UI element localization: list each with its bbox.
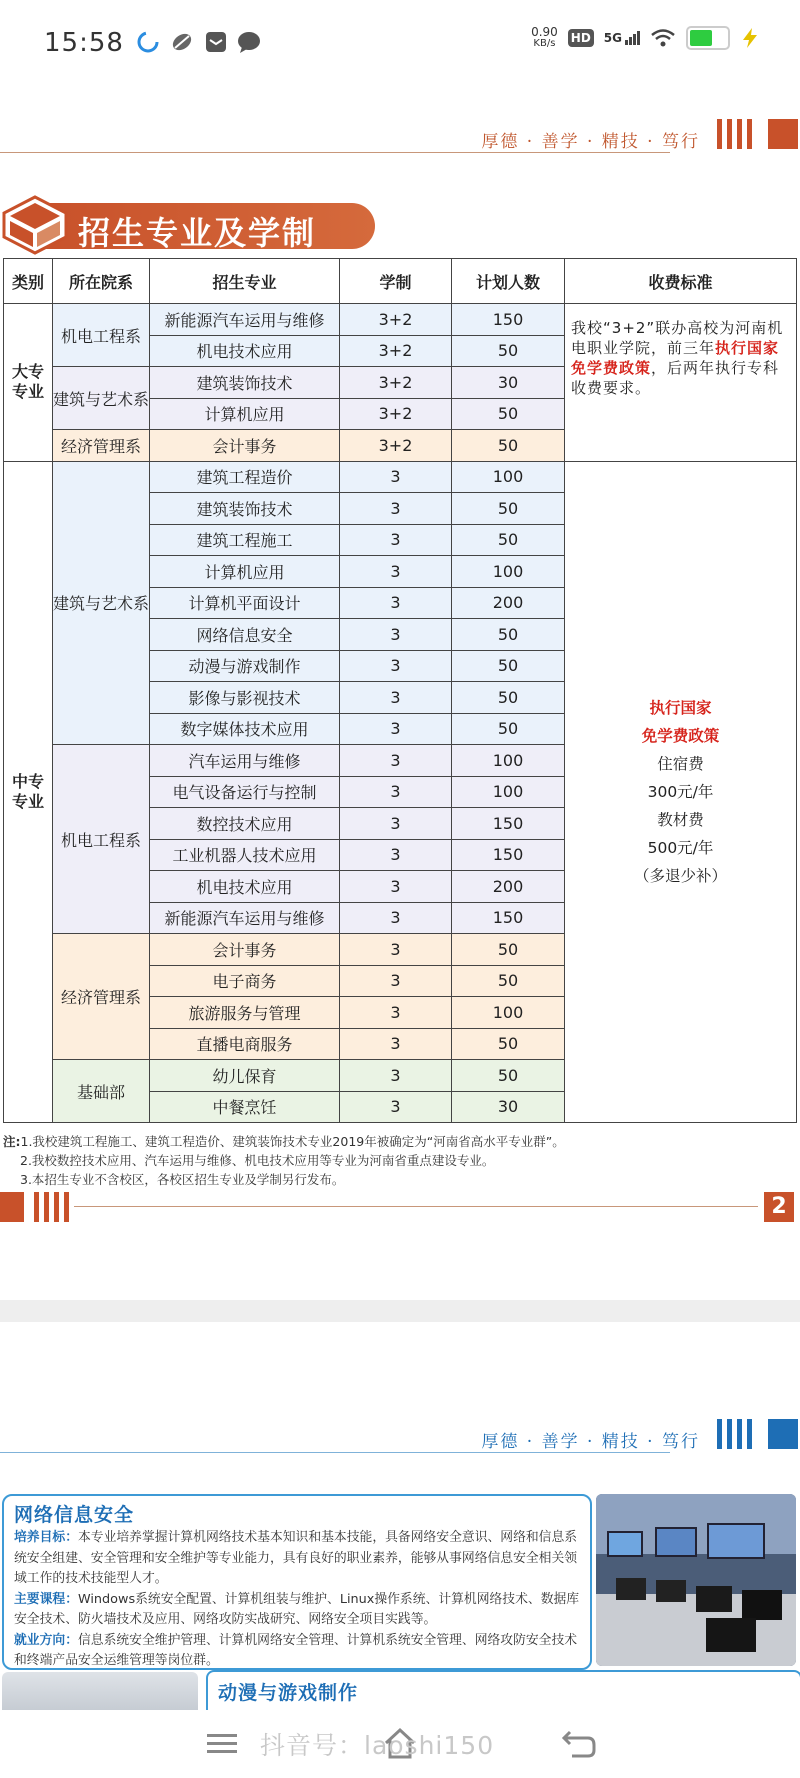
- duration-cell: 3+2: [340, 367, 452, 399]
- plan-count-cell: 50: [452, 965, 565, 997]
- major-cell: 建筑装饰技术: [150, 367, 340, 399]
- category-cell: 大专 专业: [4, 304, 53, 462]
- major-cell: 电子商务: [150, 965, 340, 997]
- duration-cell: 3: [340, 713, 452, 745]
- watermark: 抖音号：laoshi150: [260, 1731, 495, 1760]
- page-number: 2: [764, 1192, 794, 1222]
- plan-count-cell: 50: [452, 619, 565, 651]
- charging-icon: [740, 27, 760, 49]
- plan-count-cell: 150: [452, 808, 565, 840]
- fee-line: 300元/年: [647, 782, 714, 801]
- duration-cell: 3+2: [340, 430, 452, 462]
- table-notes: [3, 1132, 565, 1189]
- header-plan-count: 计划人数: [452, 259, 565, 304]
- plan-count-cell: 150: [452, 304, 565, 336]
- jobs-text: 信息系统安全维护管理、计算机网络安全管理、计算机系统安全管理、网络攻防安全技术和终端产品安全运维管理等岗位群。: [14, 1632, 578, 1668]
- school-motto-2: 厚德 · 善学 · 精技 · 笃行: [481, 1432, 700, 1452]
- header-block: [768, 119, 798, 149]
- major-cell: 汽车运用与维修: [150, 745, 340, 777]
- major-cell: 数字媒体技术应用: [150, 713, 340, 745]
- major-card-network-security: [2, 1494, 592, 1670]
- back-icon[interactable]: [562, 1728, 596, 1758]
- notes-label: 注:: [3, 1134, 21, 1149]
- enrollment-table: [3, 258, 797, 1123]
- major-cell: 影像与影视技术: [150, 682, 340, 714]
- duration-cell: 3: [340, 902, 452, 934]
- major-cell: 数控技术应用: [150, 808, 340, 840]
- fee-cell: [565, 461, 797, 1123]
- header-duration: 学制: [340, 259, 452, 304]
- cube-logo-icon: [0, 195, 70, 255]
- major-cell: 新能源汽车运用与维修: [150, 902, 340, 934]
- major-cell: 动漫与游戏制作: [150, 650, 340, 682]
- header-major: 招生专业: [150, 259, 340, 304]
- plan-count-cell: 100: [452, 461, 565, 493]
- duration-cell: 3: [340, 776, 452, 808]
- major-cell: 计算机应用: [150, 398, 340, 430]
- computer-lab-photo: [596, 1494, 796, 1666]
- page-gap: [0, 1300, 800, 1322]
- school-motto: 厚德 · 善学 · 精技 · 笃行: [481, 132, 700, 152]
- card-body: [14, 1528, 580, 1672]
- plan-count-cell: 50: [452, 430, 565, 462]
- fee-red-text: 执行国家免学费政策: [571, 339, 780, 377]
- status-right: [531, 26, 760, 50]
- duration-cell: 3: [340, 934, 452, 966]
- plan-count-cell: 50: [452, 934, 565, 966]
- status-time: 15:58: [44, 28, 124, 58]
- duration-cell: 3: [340, 839, 452, 871]
- plan-count-cell: 50: [452, 524, 565, 556]
- section-banner: [0, 195, 375, 255]
- major-cell: 工业机器人技术应用: [150, 839, 340, 871]
- major-cell: 网络信息安全: [150, 619, 340, 651]
- major-cell: 电气设备运行与控制: [150, 776, 340, 808]
- department-cell: 基础部: [53, 1060, 150, 1123]
- header-block-blue: [768, 1419, 798, 1449]
- brochure-page-1: [0, 110, 800, 1260]
- net-speed-value: 0.90: [531, 25, 558, 39]
- department-cell: 经济管理系: [53, 934, 150, 1060]
- plan-count-cell: 150: [452, 902, 565, 934]
- header-divider: [0, 152, 670, 153]
- plan-count-cell: 100: [452, 745, 565, 777]
- plan-count-cell: 50: [452, 1060, 565, 1092]
- header-category: 类别: [4, 259, 53, 304]
- note-item: 1.我校建筑工程施工、建筑工程造价、建筑装饰技术专业2019年被确定为“河南省高水平专业群”。: [20, 1134, 565, 1149]
- major-cell: 直播电商服务: [150, 1028, 340, 1060]
- note-item: 3.本招生专业不含校区，各校区招生专业及学制另行发布。: [20, 1172, 345, 1187]
- duration-cell: 3: [340, 745, 452, 777]
- major-cell: 机电技术应用: [150, 335, 340, 367]
- courses-label: 主要课程：: [14, 1591, 78, 1607]
- fee-red-text: 免学费政策: [641, 726, 720, 745]
- fee-red-text: 执行国家: [649, 698, 712, 717]
- plan-count-cell: 50: [452, 1028, 565, 1060]
- net-speed: [531, 26, 558, 50]
- card-title: 网络信息安全: [14, 1504, 135, 1526]
- department-cell: 机电工程系: [53, 304, 150, 367]
- duration-cell: 3: [340, 682, 452, 714]
- duration-cell: 3: [340, 1028, 452, 1060]
- major-cell: 计算机应用: [150, 556, 340, 588]
- major-cell: 建筑工程施工: [150, 524, 340, 556]
- note-item: 2.我校数控技术应用、汽车运用与维修、机电技术应用等专业为河南省重点建设专业。: [20, 1153, 495, 1168]
- duration-cell: 3: [340, 650, 452, 682]
- chat-bubble-icon: [236, 30, 260, 54]
- department-cell: 经济管理系: [53, 430, 150, 462]
- major-card-animation: [206, 1670, 800, 1712]
- battery-icon: [686, 26, 730, 50]
- plan-count-cell: 30: [452, 1091, 565, 1123]
- duration-cell: 3: [340, 493, 452, 525]
- fee-line: 住宿费: [657, 754, 704, 773]
- brochure-page-2: [0, 1410, 800, 1710]
- duration-cell: 3+2: [340, 335, 452, 367]
- duration-cell: 3: [340, 808, 452, 840]
- plan-count-cell: 200: [452, 587, 565, 619]
- plan-count-cell: 50: [452, 398, 565, 430]
- duration-cell: 3: [340, 587, 452, 619]
- navigation-bar: [0, 1710, 800, 1778]
- plan-count-cell: 100: [452, 776, 565, 808]
- major-cell: 机电技术应用: [150, 871, 340, 903]
- department-cell: 建筑与艺术系: [53, 461, 150, 745]
- duration-cell: 3: [340, 997, 452, 1029]
- plan-count-cell: 100: [452, 556, 565, 588]
- plan-count-cell: 50: [452, 682, 565, 714]
- duration-cell: 3: [340, 556, 452, 588]
- plan-count-cell: 200: [452, 871, 565, 903]
- header-department: 所在院系: [53, 259, 150, 304]
- fee-line: 教材费: [657, 810, 704, 829]
- duration-cell: 3: [340, 871, 452, 903]
- plan-count-cell: 30: [452, 367, 565, 399]
- major-cell: 建筑装饰技术: [150, 493, 340, 525]
- duration-cell: 3: [340, 461, 452, 493]
- header-stripes-blue: [717, 1419, 752, 1449]
- section-title: 招生专业及学制: [78, 214, 317, 252]
- major-cell: 新能源汽车运用与维修: [150, 304, 340, 336]
- net-speed-unit: KB/s: [533, 38, 556, 49]
- status-bar: [0, 0, 800, 90]
- duration-cell: 3: [340, 619, 452, 651]
- table-row: [4, 461, 797, 493]
- goal-label: 培养目标：: [14, 1530, 78, 1545]
- fee-text: 我校“3+2”联办高校为河南机电职业学院，前三年: [571, 319, 784, 357]
- major-cell: 旅游服务与管理: [150, 997, 340, 1029]
- category-cell: 中专 专业: [4, 461, 53, 1123]
- department-cell: 机电工程系: [53, 745, 150, 934]
- fee-cell: [565, 304, 797, 462]
- plan-count-cell: 50: [452, 650, 565, 682]
- card2-title: 动漫与游戏制作: [218, 1682, 359, 1704]
- header-divider-blue: [0, 1452, 670, 1453]
- plan-count-cell: 100: [452, 997, 565, 1029]
- page-footer: [0, 1192, 800, 1222]
- plan-count-cell: 50: [452, 493, 565, 525]
- duration-cell: 3: [340, 1091, 452, 1123]
- courses-text: Windows系统安全配置、计算机组装与维护、Linux操作系统、计算机网络技术、数据库安全技术、防火墙技术及应用、网络攻防实战研究、网络安全项目实践等。: [14, 1591, 580, 1627]
- wifi-icon: [650, 28, 676, 48]
- table-header-row: [4, 259, 797, 304]
- signal-icon: [604, 31, 640, 45]
- duration-cell: 3: [340, 524, 452, 556]
- duration-cell: 3: [340, 965, 452, 997]
- plan-count-cell: 50: [452, 713, 565, 745]
- plan-count-cell: 50: [452, 335, 565, 367]
- major-cell: 计算机平面设计: [150, 587, 340, 619]
- duration-cell: 3+2: [340, 304, 452, 336]
- fee-line: （多退少补）: [633, 866, 727, 885]
- major-cell: 建筑工程造价: [150, 461, 340, 493]
- major-cell: 会计事务: [150, 934, 340, 966]
- duration-cell: 3+2: [340, 398, 452, 430]
- header-stripes: [717, 119, 752, 149]
- duration-cell: 3: [340, 1060, 452, 1092]
- menu-icon[interactable]: [205, 1730, 239, 1758]
- fee-text: ，后两年执行专科收费要求。: [571, 359, 780, 397]
- major-cell: 幼儿保育: [150, 1060, 340, 1092]
- lab-photo-partial: [2, 1672, 198, 1710]
- signal-label: 5G: [603, 31, 622, 45]
- table-row: [4, 304, 797, 336]
- major-cell: 会计事务: [150, 430, 340, 462]
- plan-count-cell: 150: [452, 839, 565, 871]
- message-app-icon: [204, 30, 228, 54]
- hd-icon: HD: [568, 29, 594, 47]
- department-cell: 建筑与艺术系: [53, 367, 150, 430]
- goal-text: 本专业培养掌握计算机网络技术基本知识和基本技能，具备网络安全意识、网络和信息系统安全组建、安全管理和安全维护等专业能力，具有良好的职业素养，能够从事网络信息安全相关领域工作的技术技能型人才。: [14, 1530, 578, 1586]
- leaf-app-icon: [170, 30, 194, 54]
- fee-line: 500元/年: [647, 838, 714, 857]
- jobs-label: 就业方向：: [14, 1632, 78, 1648]
- major-cell: 中餐烹饪: [150, 1091, 340, 1123]
- app-notification-icon: [136, 30, 160, 54]
- header-fee: 收费标准: [565, 259, 797, 304]
